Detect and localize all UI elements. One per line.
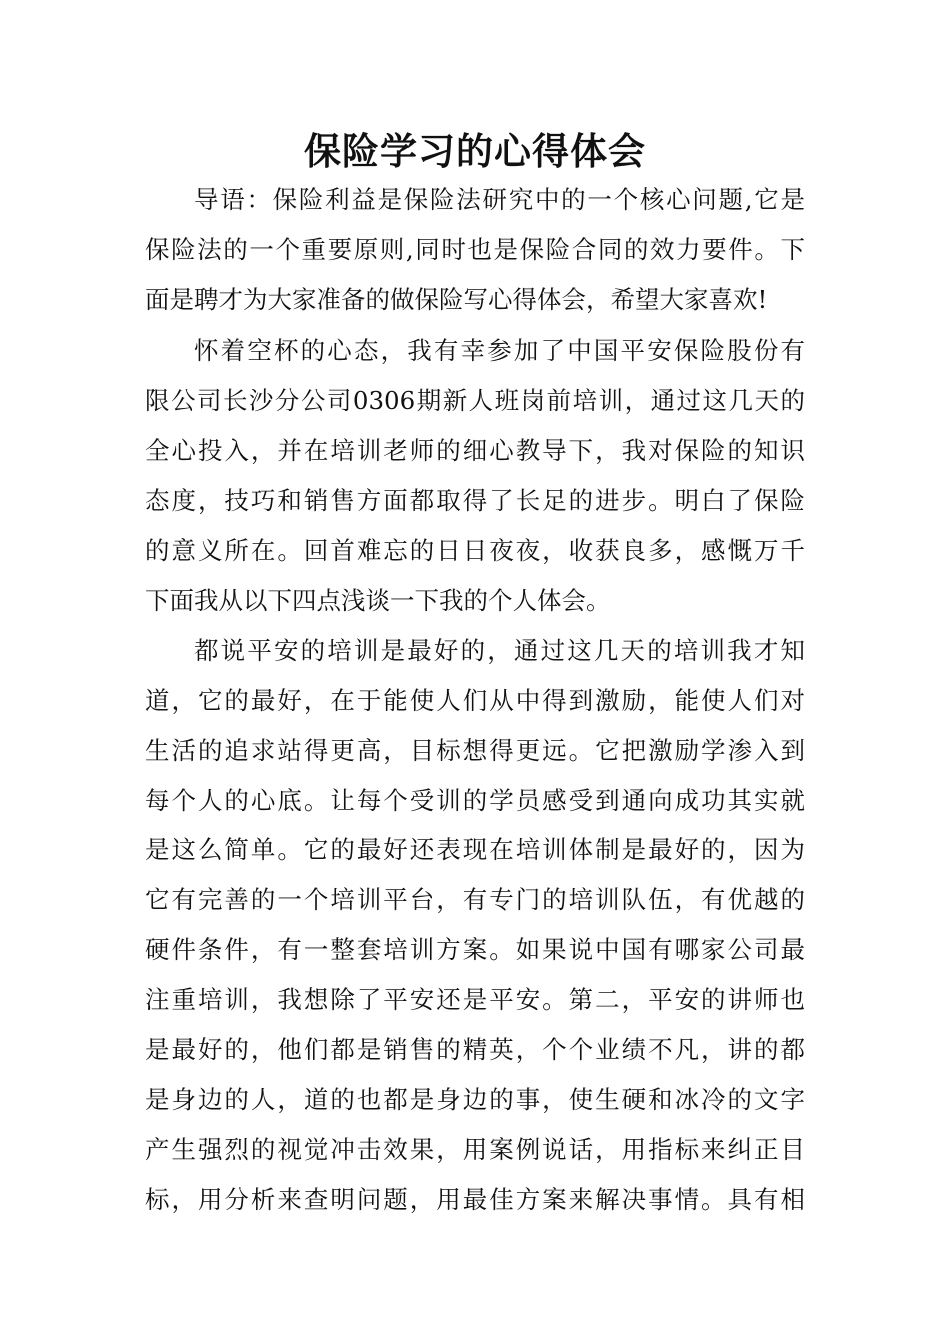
text-line: 全心投入，并在培训老师的细心教导下，我对保险的知识: [145, 436, 805, 465]
text-line: 是最好的，他们都是销售的精英，个个业绩不凡，讲的都: [145, 1035, 805, 1064]
text-line: 怀着空杯的心态，我有幸参加了中国平安保险股份有: [194, 336, 805, 365]
document-title: 保险学习的心得体会: [304, 129, 646, 173]
text-line: 是身边的人，道的也都是身边的事，使生硬和冰冷的文字: [145, 1085, 805, 1114]
text-line: 是这么简单。它的最好还表现在培训体制是最好的，因为: [145, 835, 805, 864]
text-line: 都说平安的培训是最好的，通过这几天的培训我才知: [194, 636, 805, 665]
text-line: 的意义所在。回首难忘的日日夜夜，收获良多，感慨万千: [145, 536, 805, 565]
text-line: 道，它的最好，在于能使人们从中得到激励，能使人们对: [145, 686, 805, 715]
text-line: 限公司长沙分公司0306期新人班岗前培训，通过这几天的: [145, 386, 805, 415]
text-line: 面是聘才为大家准备的做保险写心得体会，希望大家喜欢!: [145, 285, 768, 314]
text-line: 下面我从以下四点浅谈一下我的个人体会。: [145, 586, 611, 615]
text-line: 注重培训，我想除了平安还是平安。第二，平安的讲师也: [145, 985, 805, 1014]
text-line: 产生强烈的视觉冲击效果，用案例说话，用指标来纠正目: [145, 1135, 805, 1164]
text-line: 每个人的心底。让每个受训的学员感受到通向成功其实就: [145, 786, 805, 815]
text-line: 生活的追求站得更高，目标想得更远。它把激励学渗入到: [145, 736, 805, 765]
text-line: 导语：保险利益是保险法研究中的一个核心问题,它是: [194, 185, 805, 214]
text-line: 它有完善的一个培训平台，有专门的培训队伍，有优越的: [145, 885, 805, 914]
text-line: 标，用分析来查明问题，用最佳方案来解决事情。具有相: [145, 1185, 805, 1214]
text-line: 态度，技巧和销售方面都取得了长足的进步。明白了保险: [145, 486, 805, 515]
text-line: 硬件条件，有一整套培训方案。如果说中国有哪家公司最: [145, 935, 805, 964]
text-line: 保险法的一个重要原则,同时也是保险合同的效力要件。下: [145, 235, 805, 264]
